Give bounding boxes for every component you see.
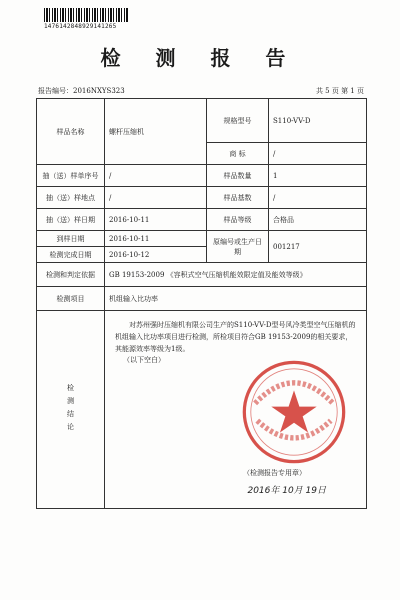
place-value: / <box>105 187 207 209</box>
conclusion-label: 检测结论 <box>66 383 75 436</box>
spec-value: S110-VV-D <box>269 99 367 143</box>
sample-name-value: 螺杆压缩机 <box>105 99 207 165</box>
trademark-value: / <box>269 143 367 165</box>
base-label: 样品基数 <box>207 187 269 209</box>
date-value: 2016-10-11 <box>105 209 207 231</box>
sample-name-label: 样品名称 <box>37 99 105 165</box>
conclusion-cell <box>105 311 367 509</box>
conclusion-text: 对苏州强时压缩机有限公司生产的S110-VV-D型号风冷类型空气压缩机的机组输入比功率项目进行检测，所检项目符合GB 19153-2009的相关要求，其能源效率等级为1级。 <box>115 321 356 353</box>
arrival-value: 2016-10-11 <box>105 231 207 247</box>
date-label: 抽（送）样日期 <box>37 209 105 231</box>
orig-label: 原编号或生产日期 <box>207 231 269 263</box>
qty-label: 样品数量 <box>207 165 269 187</box>
qty-value: 1 <box>269 165 367 187</box>
trademark-label: 商 标 <box>207 143 269 165</box>
barcode-number: 1476142848929141265 <box>44 23 117 30</box>
seal-caption: （检测报告专用章） <box>243 469 306 477</box>
finish-value: 2016-10-12 <box>105 247 207 263</box>
grade-label: 样品等级 <box>207 209 269 231</box>
finish-label: 检测完成日期 <box>37 247 105 263</box>
report-table <box>36 98 367 509</box>
signed-date: 2016年 10月 19日 <box>247 486 326 496</box>
page-title: 检 测 报 告 <box>100 46 300 70</box>
conclusion-blank: （以下空白） <box>123 356 165 364</box>
base-value: / <box>269 187 367 209</box>
arrival-label: 到样日期 <box>37 231 105 247</box>
conclusion-label-cell <box>37 311 105 509</box>
grade-value: 合格品 <box>269 209 367 231</box>
official-seal-icon <box>240 358 348 466</box>
place-label: 抽（送）样地点 <box>37 187 105 209</box>
orig-value: 001217 <box>269 231 367 263</box>
report-number: 报告编号：2016NXYS323 <box>38 87 125 95</box>
basis-label: 检测和判定依据 <box>37 263 105 287</box>
spec-label: 规格型号 <box>207 99 269 143</box>
item-label: 检测项目 <box>37 287 105 311</box>
serial-label: 抽（送）样单序号 <box>37 165 105 187</box>
barcode-image <box>44 8 128 22</box>
serial-value: / <box>105 165 207 187</box>
page-count: 共 5 页 第 1 页 <box>315 87 364 95</box>
item-value: 机组输入比功率 <box>105 287 367 311</box>
basis-value: GB 19153-2009 《容积式空气压缩机能效限定值及能效等级》 <box>105 263 367 287</box>
